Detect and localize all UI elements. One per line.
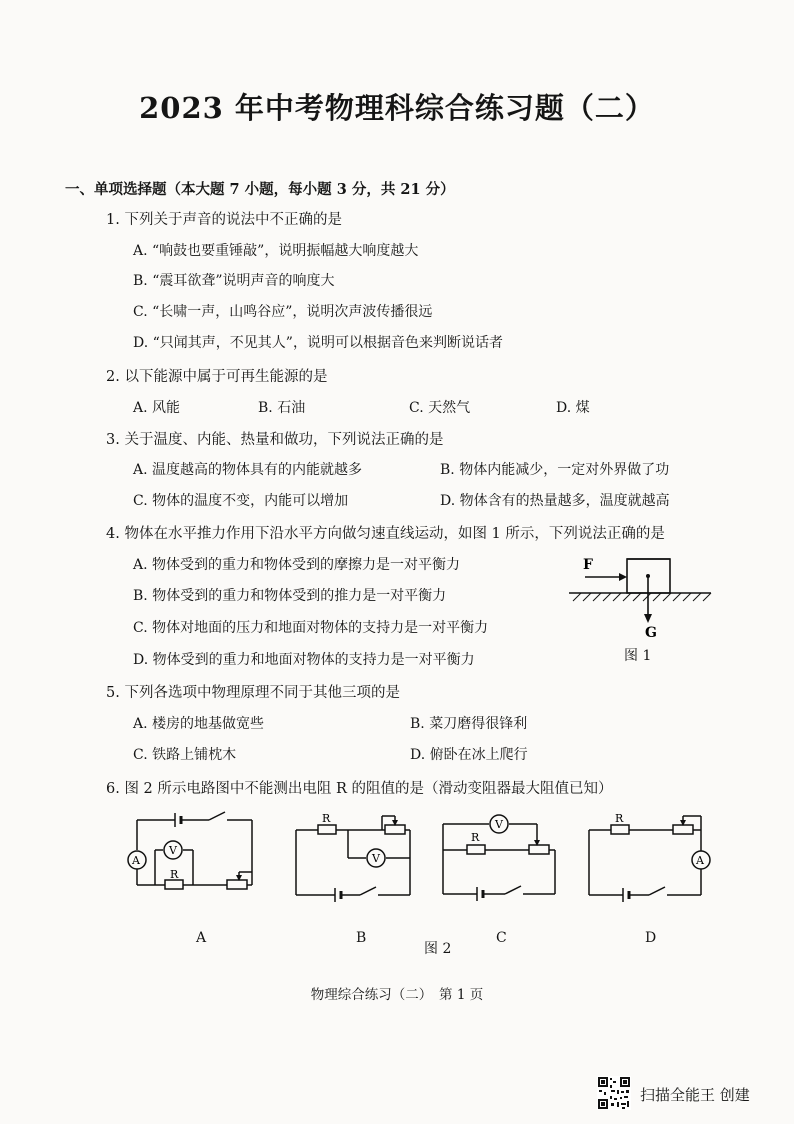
resistor-r-a [165, 880, 183, 889]
question-4-option-b: B. 物体受到的重力和物体受到的推力是一对平衡力 [133, 588, 447, 604]
page-footer: 物理综合练习（二） 第 1 页 [310, 987, 484, 1003]
qr-code-icon [597, 1076, 631, 1110]
scanner-watermark: 扫描全能王 创建 [640, 1086, 750, 1104]
ground-hatch [573, 593, 711, 601]
question-3-option-b: B. 物体内能减少，一定对外界做了功 [440, 462, 670, 478]
circuit-b [290, 810, 420, 905]
question-3-option-d: D. 物体含有的热量越多，温度就越高 [440, 493, 670, 509]
question-4-option-a: A. 物体受到的重力和物体受到的摩擦力是一对平衡力 [133, 557, 461, 573]
question-6-stem: 6. 图 2 所示电路图中不能测出电阻 R 的阻值的是（滑动变阻器最大阻值已知） [106, 781, 613, 797]
resistor-c-label: R [471, 831, 480, 844]
circuit-label-d: D [645, 930, 657, 946]
resistor-r-d [611, 825, 629, 834]
resistor-d-label: R [615, 812, 624, 825]
circuit-label-b: B [356, 930, 367, 946]
question-5-option-c: C. 铁路上铺枕木 [133, 747, 237, 763]
switch-d [649, 887, 665, 895]
switch-c [505, 886, 521, 894]
question-4-stem: 4. 物体在水平推力作用下沿水平方向做匀速直线运动，如图 1 所示，下列说法正确的是 [106, 526, 665, 542]
force-label: F [583, 557, 593, 573]
circuit-label-a: A [196, 930, 207, 946]
exam-title: 2023 年中考物理科综合练习题（二） [139, 91, 655, 125]
question-1-stem: 1. 下列关于声音的说法中不正确的是 [106, 212, 342, 228]
voltmeter-c-label: V [495, 818, 503, 831]
question-2-option-c: C. 天然气 [409, 400, 471, 416]
resistor-r-b [318, 825, 336, 834]
question-5-stem: 5. 下列各选项中物理原理不同于其他三项的是 [106, 685, 400, 701]
voltmeter-a-label: V [169, 844, 177, 857]
gravity-label: G [645, 625, 657, 641]
force-arrow-head [619, 573, 627, 581]
rheostat-b [385, 825, 405, 834]
switch-blade [209, 812, 225, 820]
circuit-label-c: C [496, 930, 507, 946]
question-1-option-a: A. “响鼓也要重锤敲”，说明振幅越大响度越大 [133, 243, 419, 259]
resistor-b-label: R [322, 812, 331, 825]
question-1-option-d: D. “只闻其声，不见其人”，说明可以根据音色来判断说话者 [133, 335, 503, 351]
question-4-option-d: D. 物体受到的重力和地面对物体的支持力是一对平衡力 [133, 652, 475, 668]
question-5-option-a: A. 楼房的地基做宽些 [133, 716, 265, 732]
question-2-option-b: B. 石油 [258, 400, 306, 416]
figure-2-caption: 图 2 [424, 941, 452, 957]
question-5-option-d: D. 俯卧在冰上爬行 [410, 747, 528, 763]
question-3-option-c: C. 物体的温度不变，内能可以增加 [133, 493, 349, 509]
circuit-c [437, 806, 562, 906]
rheostat-d [673, 825, 693, 834]
figure-1-caption: 图 1 [624, 648, 652, 664]
question-2-stem: 2. 以下能源中属于可再生能源的是 [106, 369, 328, 385]
gravity-arrow-head [644, 614, 652, 623]
question-4-option-c: C. 物体对地面的压力和地面对物体的支持力是一对平衡力 [133, 620, 489, 636]
switch-b [360, 887, 376, 895]
rheostat-a [227, 880, 247, 889]
question-3-option-a: A. 温度越高的物体具有的内能就越多 [133, 462, 363, 478]
question-2-option-d: D. 煤 [556, 400, 590, 416]
question-2-option-a: A. 风能 [133, 400, 181, 416]
rheostat-c [529, 845, 549, 854]
ammeter-a-label: A [132, 854, 140, 867]
ammeter-d-label: A [696, 854, 704, 867]
question-1-option-c: C. “长啸一声，山鸣谷应”，说明次声波传播很远 [133, 304, 433, 320]
question-1-option-b: B. “震耳欲聋”说明声音的响度大 [133, 273, 335, 289]
circuit-d [583, 810, 713, 905]
resistor-r-c [467, 845, 485, 854]
question-3-stem: 3. 关于温度、内能、热量和做功，下列说法正确的是 [106, 432, 444, 448]
voltmeter-b-label: V [372, 852, 380, 865]
question-5-option-b: B. 菜刀磨得很锋利 [410, 716, 528, 732]
section-heading: 一、单项选择题（本大题 7 小题，每小题 3 分，共 21 分） [65, 181, 455, 198]
resistor-a-label: R [170, 868, 179, 881]
circuit-a [127, 810, 267, 895]
